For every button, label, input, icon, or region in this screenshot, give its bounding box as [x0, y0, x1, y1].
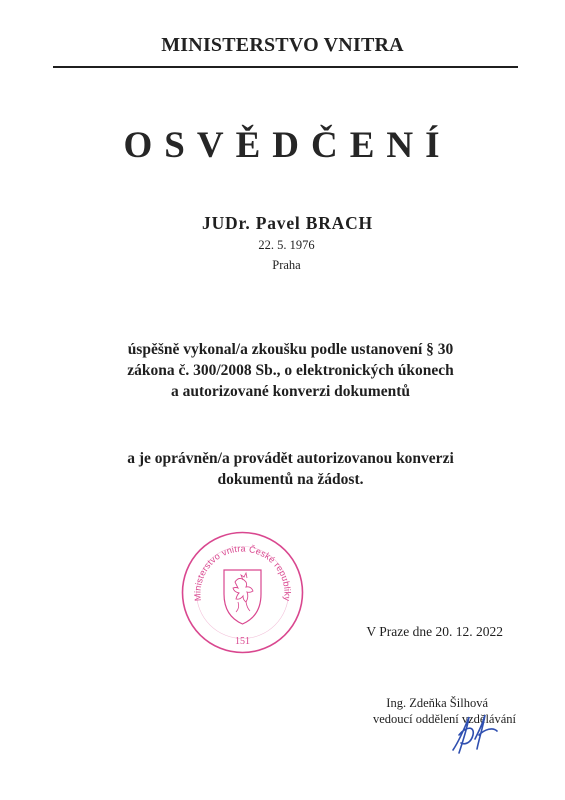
- official-seal-stamp: [180, 530, 305, 655]
- seal-number: 151: [235, 636, 250, 647]
- exam-statement-line: zákona č. 300/2008 Sb., o elektronických úkonech: [127, 362, 454, 379]
- exam-statement-line: úspěšně vykonal/a zkoušku podle ustanovení § 30: [127, 341, 454, 358]
- issue-date: V Praze dne 20. 12. 2022: [366, 624, 503, 639]
- signatory-name: Ing. Zdeňka Šilhová: [386, 696, 488, 710]
- handwritten-signature: [445, 705, 505, 760]
- ministry-header: MINISTERSTVO VNITRA: [161, 34, 404, 56]
- holder-place: Praha: [272, 258, 301, 272]
- holder-date-of-birth: 22. 5. 1976: [258, 238, 315, 252]
- authorization-statement: [0, 448, 565, 490]
- certificate-title: OSVĚDČENÍ: [123, 125, 452, 166]
- seal-text: Ministerstvo vnitra České republiky: [192, 543, 293, 602]
- signatory-role: vedoucí oddělení vzdělávání: [373, 712, 516, 726]
- exam-statement: [0, 339, 565, 402]
- holder-name: JUDr. Pavel BRACH: [202, 213, 373, 233]
- header-rule: [53, 66, 518, 68]
- authorization-line: a je oprávněn/a provádět autorizovanou konverzi: [127, 450, 454, 467]
- exam-statement-line: a autorizované konverzi dokumentů: [171, 383, 410, 400]
- authorization-line: dokumentů na žádost.: [217, 471, 364, 488]
